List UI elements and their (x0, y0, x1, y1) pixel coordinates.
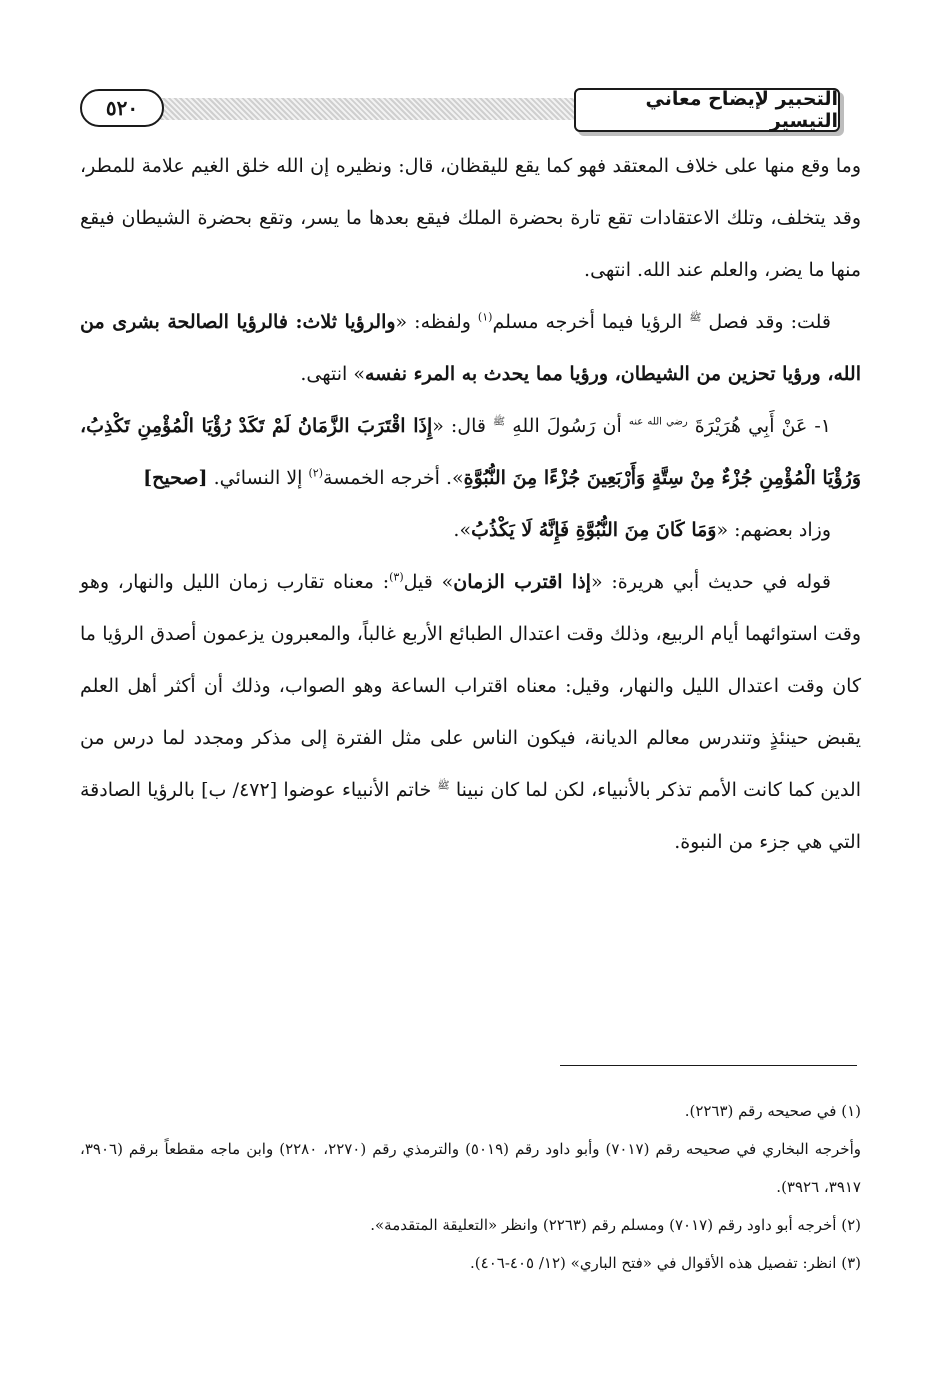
salla-honorific: ﷺ (493, 416, 506, 428)
text: قال: « (432, 415, 486, 437)
hadith-text: إِذَا اقْتَرَبَ الزَّمَانُ لَمْ تَكَدْ رُؤْيَا الْمُؤْمِنِ تَكْذِبُ، وَرُؤْيَا الْمُؤْمِنِ جُزْءٌ مِنْ سِتَّةٍ وَأَرْبَعِينَ جُزْءًا مِنَ النُّبُوَّةِ (80, 415, 861, 489)
text: : معناه تقارب زمان الليل والنهار، وهو وقت استوائهما أيام الربيع، وذلك وقت اعتدال الطبائع الأربع غالباً، والمعبرون يزعمون أصدق الرؤيا ما كان وقت اعتدال الليل والنهار، وقيل: معناه اقتراب الساعة وهو الصواب، وذلك أن أكثر أهل العلم يقبض حينئذٍ وتندرس معالم الديانة، فيكون الناس على مثل الفترة إلى مذكر ومجدد لما درس من الدين كما كانت الأمم تذكر بالأنبياء، لكن لما كان نبينا (80, 571, 861, 801)
text: الرؤيا فيما أخرجه مسلم (492, 311, 683, 333)
text: إلا النسائي. (213, 467, 303, 489)
text: قوله في حديث أبي هريرة: « (590, 571, 832, 593)
text: » انتهى. (300, 363, 365, 385)
footnotes (80, 1092, 861, 1282)
page-header (80, 88, 840, 136)
paragraph-1: وما وقع منها على خلاف المعتقد فهو كما يقع لليقظان، قال: ونظيره إن الله خلق الغيم علامة للمطر، وقد يتخلف، وتلك الاعتقادات تقع تارة بحضرة الملك فيقع بعدها ما يسر، وتقع بحضرة الشيطان فيقع منها ما يضر، والعلم عند الله. انتهى. (80, 155, 861, 281)
text: ». أخرجه الخمسة (323, 467, 464, 489)
footnote-2: (٢) أخرجه أبو داود رقم (٧٠١٧) ومسلم رقم (٢٢٦٣) وانظر «التعليقة المتقدمة». (370, 1216, 861, 1234)
paragraph-4 (80, 504, 861, 556)
footnote-3: (٣) انظر: تفصيل هذه الأقوال في «فتح الباري» (١٢/ ٤٠٥-٤٠٦). (470, 1254, 861, 1272)
page-number: ٥٢٠ (80, 89, 164, 127)
text: خاتم الأنبياء عوضوا [٤٧٢/ ب] بالرؤيا الصادقة التي هي جزء من النبوة. (80, 779, 861, 853)
footnote-1: (١) في صحيحه رقم (٢٢٦٣). (684, 1102, 861, 1120)
footnote-ref-3: (٣) (389, 570, 404, 584)
paragraph-5-commentary (80, 556, 861, 868)
salla-honorific: ﷺ (689, 312, 702, 324)
footnote-ref-1: (١) (477, 310, 493, 324)
hadith-number: ١- عَنْ أَبِي هُرَيْرَةَ (694, 415, 832, 437)
paragraph-2 (80, 296, 861, 400)
paragraph-3-hadith (80, 400, 861, 504)
text: ». (453, 519, 472, 541)
text: وزاد بعضهم: « (716, 519, 831, 541)
quoted-phrase: إذا اقترب الزمان (453, 571, 591, 593)
hadith-quote-bold: والرؤيا ثلاث: فالرؤيا الصالحة بشرى من الله، ورؤيا تحزين من الشيطان، ورؤيا مما يحدث به المرء نفسه (80, 311, 861, 385)
text: » قيل (403, 571, 454, 593)
footnote-ref-2: (٢) (308, 466, 324, 480)
text: ولفظه: « (395, 311, 471, 333)
hadith-grade: [صحيح] (143, 467, 208, 489)
footnote-1-continued: وأخرجه البخاري في صحيحه رقم (٧٠١٧) وأبو داود رقم (٥٠١٩) والترمذي رقم (٢٢٧٠، ٢٢٨٠) وابن ماجه مقطعاً برقم (٣٩٠٦، ٣٩١٧، ٣٩٢٦). (80, 1140, 861, 1196)
text: أن رَسُولَ اللهِ (512, 415, 622, 437)
footnote-divider (560, 1065, 857, 1066)
salla-honorific: ﷺ (437, 780, 450, 792)
book-title: التحبير لإيضاح معاني التيسير (574, 88, 840, 132)
main-text (80, 140, 861, 868)
addition-quote: وَمَا كَانَ مِنَ النُّبُوَّةِ فَإِنَّهُ لَا يَكْذُبُ (471, 519, 717, 541)
text: قلت: وقد فصل (708, 311, 831, 333)
radi-honorific: رضي الله عنه (628, 416, 688, 428)
